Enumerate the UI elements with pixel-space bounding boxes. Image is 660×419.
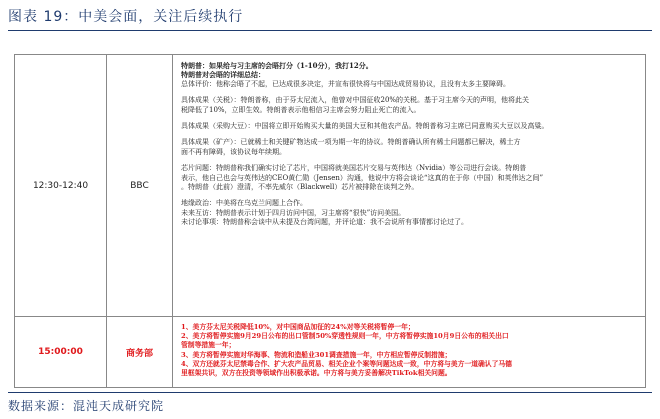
content-line: 未讨论事项：特朗普称会谈中从未提及台湾问题，并评论道：我不会说所有事情都讨论过了。 xyxy=(181,218,468,227)
content-line: 总体评价：他称会晤了不起，已达成很多决定，并宣布很快将与中国达成贸易协议，且没有太多主要障碍。 xyxy=(181,79,510,88)
figure-title: 图表 19：中美会面，关注后续执行 xyxy=(8,9,244,25)
content-line: 特朗普对会晤的详细总结： xyxy=(181,70,265,80)
paragraph-gap xyxy=(181,115,639,122)
content-line: 1、美方芬太尼关税降低10%，对中国商品加征的24%对等关税将暂停一年； xyxy=(181,323,415,331)
content-line: 具体成果（采购大豆）：中国将立即开始购买大量的美国大豆和其他农产品。特朗普称习主席已同意购买大豆以及高粱。 xyxy=(181,122,549,131)
content-line: 2、美方将暂停实施9月29日公布的出口管制50%穿透性规则一年，中方将暂停实施10月9日公布的相关出口 xyxy=(181,332,509,341)
content-line: 地缘政治：中美将在乌克兰问题上合作。 xyxy=(181,199,307,208)
content-line: 特朗普：如果给与习主席的会晤打分（1-10分），我打12分。 xyxy=(181,61,373,70)
time-cell: 12:30-12:40 xyxy=(15,55,107,316)
paragraph-gap xyxy=(181,89,639,96)
content-cell xyxy=(173,55,645,316)
table-row xyxy=(15,55,645,317)
source-note: 数据来源：混沌天成研究院 xyxy=(8,399,165,413)
content-line: 芯片问题：特朗普称我们确实讨论了芯片，中国将就美国芯片交易与英伟达（Nvidia）等公司进行会谈。特朗普 xyxy=(181,164,527,173)
source-cell: BBC xyxy=(107,55,173,316)
bottom-rule xyxy=(8,392,652,393)
content-line: 具体成果（关税）：特朗普称，由于芬太尼流入，他曾对中国征收20%的关税。基于习主席今天的声明，他将此关 xyxy=(181,96,530,105)
title-rule xyxy=(8,30,652,31)
content-line: 管制等措施一年； xyxy=(181,341,236,350)
content-line: 里框架共识，双方在投资等领域作出积极承诺。中方将与美方妥善解决TikTok相关问题。 xyxy=(181,369,452,378)
source-cell: 商务部 xyxy=(107,317,173,387)
content-line: 具体成果（矿产）：已就稀土和关键矿物达成一项为期一年的协议。特朗普确认所有稀土问题都已解决，稀土方 xyxy=(181,138,521,147)
paragraph-gap xyxy=(181,131,639,138)
content-line: 面不再有障碍，该协议每年续期。 xyxy=(181,147,286,156)
content-cell xyxy=(173,317,645,387)
content-line: 表示，他自己也会与英伟达的CEO黄仁勋（Jensen）沟通，他说中方将会谈论“这真的在于你（中国）和英伟达之间” xyxy=(181,173,544,182)
table-row xyxy=(15,317,645,387)
content-line: 3、美方将暂停实施对华海事、物流和造船业301调查措施一年，中方相应暂停反制措施； xyxy=(181,350,452,359)
content-line: 4、双方还就芬太尼禁毒合作、扩大农产品贸易、相关企业个案等问题达成一致，中方将与美方一道确认了马德 xyxy=(181,359,512,368)
content-line: 未来互访：特朗普表示计划于四月访问中国，习主席将“很快”访问美国。 xyxy=(181,208,406,217)
content-line: 税降低了10%，立即生效。特朗普表示他相信习主席会努力阻止死亡的流入。 xyxy=(181,105,421,114)
content-line: 。特朗普（此前）澄清，不率先威尔（Blackwell）芯片被排除在谈判之外。 xyxy=(181,183,419,192)
event-table xyxy=(14,54,646,388)
paragraph-gap xyxy=(181,192,639,199)
time-cell: 15:00:00 xyxy=(15,317,107,387)
paragraph-gap xyxy=(181,157,639,164)
